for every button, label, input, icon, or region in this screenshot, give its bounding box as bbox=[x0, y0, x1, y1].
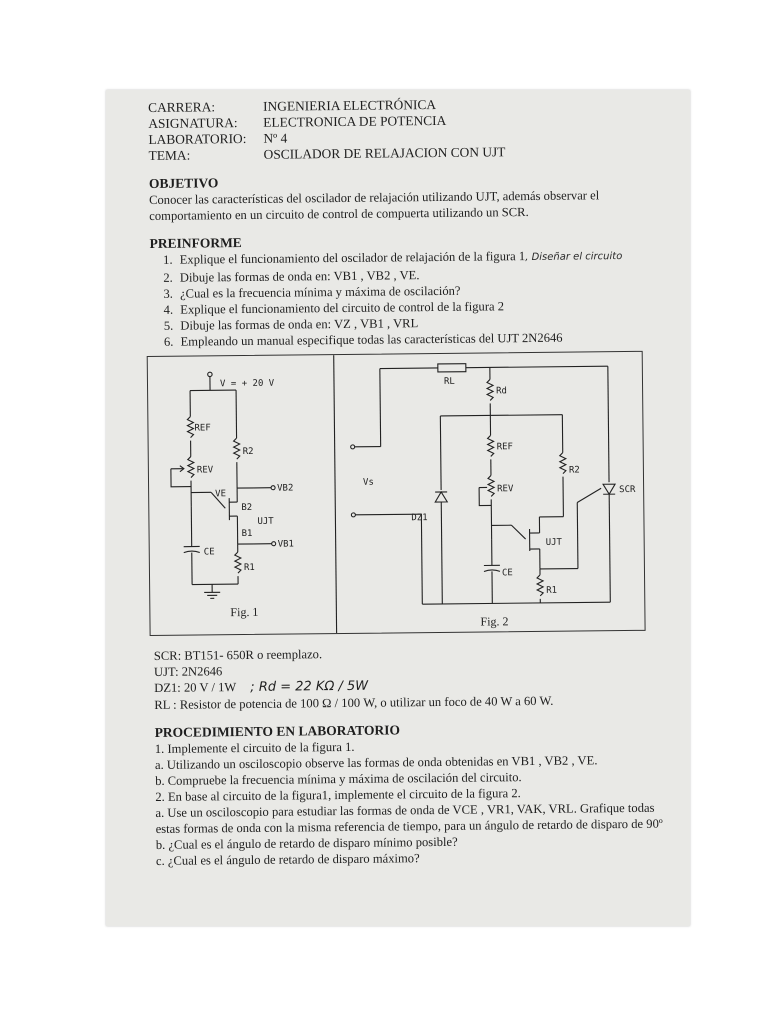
handwritten-note: , Diseñar el circuito bbox=[525, 251, 623, 264]
fig1-vb2-label: VB2 bbox=[277, 483, 294, 494]
figures-box bbox=[147, 351, 646, 636]
list-item: 2. Dibuje las formas de onda en: VB1 , VB2 , VE. bbox=[176, 265, 660, 286]
fig1-b1-label: B1 bbox=[241, 528, 253, 540]
fig2-ref-label: REF bbox=[496, 442, 513, 453]
fig1-ve-label: VE bbox=[215, 489, 227, 500]
preinforme-list bbox=[150, 247, 661, 350]
fig2-ujt-label: UJT bbox=[545, 537, 562, 548]
preinforme-item-1: Explique el funcionamiento del oscilador de relajación de la figura 1 bbox=[179, 249, 526, 267]
header-label-laboratorio: LABORATORIO: bbox=[148, 130, 247, 147]
header-label-carrera: CARRERA: bbox=[148, 99, 216, 115]
fig1-ce-label: CE bbox=[203, 547, 215, 558]
list-item: 5. Dibuje las formas de onda en: VZ , VB1 , VRL bbox=[176, 313, 660, 334]
header-block bbox=[148, 95, 659, 164]
header-label-tema: TEMA: bbox=[148, 147, 191, 163]
document-content bbox=[148, 93, 666, 869]
circuit-figures bbox=[148, 352, 645, 635]
fig2-r1-label: R1 bbox=[546, 585, 558, 596]
fig1-rev-label: REV bbox=[196, 465, 214, 476]
list-item: 2. En base al circuito de la figura1, implemente el circuito de la figura 2. bbox=[155, 786, 521, 804]
document-page bbox=[106, 90, 690, 926]
list-item: a. Use un osciloscopio para estudiar las formas de onda de VCE , VR1, VAK, VRL. Grafique todas estas formas de onda con la misma referencia de tiempo, para un ángulo de retardo de disparo de 90º bbox=[155, 800, 663, 836]
fig2-vs-label: Vs bbox=[362, 477, 374, 488]
header-value-tema: OSCILADOR DE RELAJACION CON UJT bbox=[263, 144, 506, 162]
fig1-r2-label: R2 bbox=[242, 446, 254, 458]
handwritten-rd-note: ; Rd = 22 KΩ / 5W bbox=[250, 678, 369, 695]
header-value-carrera: INGENIERIA ELECTRÓNICA bbox=[263, 96, 437, 114]
header-label-asignatura: ASIGNATURA: bbox=[148, 115, 238, 131]
list-item: 3. ¿Cual es la frecuencia mínima y máxima de oscilación? bbox=[176, 281, 660, 302]
components-list bbox=[154, 643, 665, 713]
header-value-laboratorio: Nº 4 bbox=[263, 130, 288, 146]
fig1-ujt-label: UJT bbox=[257, 516, 274, 527]
header-value-asignatura: ELECTRONICA DE POTENCIA bbox=[263, 112, 447, 130]
fig2-rd-label: Rd bbox=[496, 386, 507, 397]
fig2-dz1-label: DZ1 bbox=[411, 513, 428, 524]
objetivo-title: OBJETIVO bbox=[148, 175, 219, 191]
fig1-r1-label: R1 bbox=[243, 562, 255, 574]
list-item: c. ¿Cual es el ángulo de retardo de disparo máximo? bbox=[155, 851, 420, 868]
fig2-ce-label: CE bbox=[501, 568, 513, 579]
preinforme-title: PREINFORME bbox=[149, 235, 242, 251]
list-item: b. Compruebe la frecuencia mínima y máxima de oscilación del circuito. bbox=[155, 770, 522, 788]
procedimiento-title: PROCEDIMIENTO EN LABORATORIO bbox=[154, 722, 401, 740]
fig1-supply-label: V = + 20 V bbox=[219, 378, 275, 390]
objetivo-text: Conocer las características del oscilador de relajación utilizando UJT, además observar el comportamiento en un circuito de control de compuerta utilizando un SCR. bbox=[148, 188, 600, 223]
component-dz1: DZ1: 20 V / 1W bbox=[154, 680, 237, 695]
list-item: 4. Explique el funcionamiento del circuito de control de la figura 2 bbox=[176, 297, 660, 318]
list-item: b. ¿Cual es el ángulo de retardo de disparo mínimo posible? bbox=[155, 834, 458, 852]
fig2-r2-label: R2 bbox=[568, 465, 580, 476]
fig1-ref-label: REF bbox=[194, 423, 211, 434]
component-scr: SCR: BT151- 650R o reemplazo. bbox=[153, 647, 323, 663]
list-item: 1. Implemente el circuito de la figura 1. bbox=[154, 739, 355, 756]
component-rl: RL : Resistor de potencia de 100 Ω / 100 W, o utilizar un foco de 40 W a 60 W. bbox=[154, 693, 554, 712]
fig2-rev-label: REV bbox=[497, 484, 514, 495]
fig2-caption: Fig. 2 bbox=[480, 614, 509, 629]
fig2-scr-label: SCR bbox=[619, 484, 636, 496]
component-ujt: UJT: 2N2646 bbox=[153, 664, 223, 679]
list-item: 6. Empleando un manual especifique todas las características del UJT 2N2646 bbox=[176, 329, 660, 350]
fig1-vb1-label: VB1 bbox=[277, 539, 295, 550]
list-item: a. Utilizando un osciloscopio observe las formas de onda obtenidas en VB1 , VB2 , VE. bbox=[154, 753, 598, 772]
fig1-caption: Fig. 1 bbox=[230, 604, 259, 620]
fig2-rl-label: RL bbox=[443, 376, 455, 387]
fig1-b2-label: B2 bbox=[241, 502, 253, 514]
procedimiento-steps bbox=[155, 736, 666, 869]
